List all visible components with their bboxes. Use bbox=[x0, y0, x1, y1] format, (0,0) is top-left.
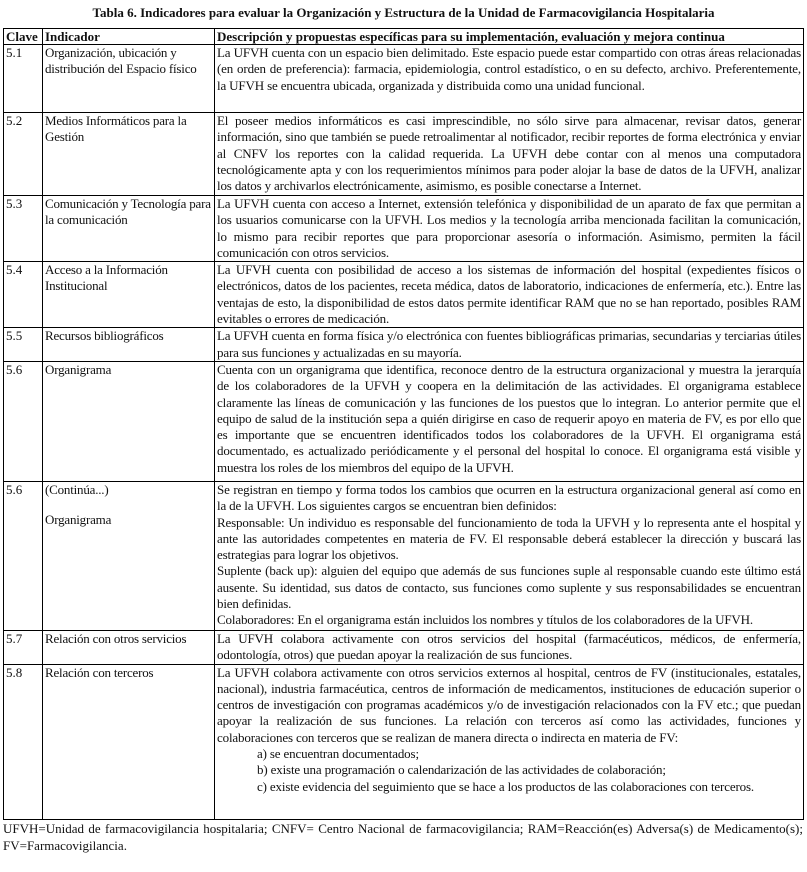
descripcion-cell: Cuenta con un organigrama que identifica, reconoce dentro de la estructura organizacional y muestra la jerarquía de los colaboradores de la UFVH y coopera en la delimitación de las actividades. El organigrama establece claramente las líneas de comunicación y las funciones de los puestos que lo integran. Lo anterior permite que el equipo de salud de la institución sepa a quién dirigirse en caso de requerir apoyo en materia de FV, es por ello que es importante que se encuentren identificados todos los colaboradores de la UFVH. El organigrama está documentado, es actualizado periódicamente y el personal del hospital lo conoce. El organigrama está visible y muestra los roles de los miembros del equipo de la UFVH. bbox=[215, 361, 804, 481]
paragraph-colaboradores: Colaboradores: En el organigrama están incluidos los nombres y títulos de los colaboradores de la UFVH. bbox=[217, 612, 753, 628]
clave-cell: 5.1 bbox=[4, 45, 43, 113]
indicador-cell: Organigrama bbox=[43, 361, 215, 481]
descripcion-cell bbox=[215, 481, 804, 630]
table-header-row bbox=[4, 29, 804, 45]
descripcion-cell: La UFVH cuenta en forma física y/o electrónica con fuentes bibliográficas primarias, secundarias y terciarias útiles para sus funciones y actualizadas en su mayoría. bbox=[215, 328, 804, 362]
descripcion-cell: La UFVH colabora activamente con otros servicios del hospital (farmacéuticos, médicos, de enfermería, odontología, otros) que puedan apoyar la realización de sus funciones. bbox=[215, 630, 804, 664]
continua-label: (Continúa...) bbox=[45, 481, 109, 497]
indicators-table bbox=[3, 28, 804, 820]
table-row bbox=[4, 361, 804, 481]
indicador-cell: Relación con otros servicios bbox=[43, 630, 215, 664]
descripcion-cell: La UFVH cuenta con posibilidad de acceso a los sistemas de información del hospital (expedientes físicos o electrónicos, datos de los pacientes, receta médica, datos de laboratorio, indicaciones de enfermería, etc.). Entre las ventajas de esto, la disponibilidad de estos datos permite identificar RAM que no se han reportado, posibles RAM evitables o errores de medicación. bbox=[215, 262, 804, 328]
clave-cell: 5.4 bbox=[4, 262, 43, 328]
clave-cell: 5.6 bbox=[4, 481, 43, 630]
clave-cell: 5.8 bbox=[4, 664, 43, 819]
descripcion-cell bbox=[215, 664, 804, 819]
paragraph-suplente: Suplente (back up): alguien del equipo que además de sus funciones suple al responsable cuando este último está ausente. Su identidad, sus datos de contacto, sus funciones como suplente y sus responsabilidades se encuentran bien definidas. bbox=[217, 563, 801, 612]
clave-cell: 5.7 bbox=[4, 630, 43, 664]
indicador-cell: Medios Informáticos para la Gestión bbox=[43, 113, 215, 196]
paragraph: La UFVH colabora activamente con otros servicios externos al hospital, centros de FV (institucionales, estatales, nacional), industria farmacéutica, centros de información de medicamentos, instituciones de educación superior o centros de investigación con programas académicos y/o de investigación relacionados con la FV etc.; que puedan apoyar la realización de sus funciones. La relación con terceros así como las actividades, funciones y colaboraciones con terceros que se realizan de manera directa o indirecta en materia de FV: bbox=[217, 664, 801, 745]
indicador-cell: Acceso a la Información Institucional bbox=[43, 262, 215, 328]
table-title: Tabla 6. Indicadores para evaluar la Organización y Estructura de la Unidad de Farmacovigilancia Hospitalaria bbox=[92, 5, 715, 20]
list-item: a) se encuentran documentados; bbox=[257, 746, 419, 762]
indicador-cell: Organización, ubicación y distribución del Espacio físico bbox=[43, 45, 215, 113]
indicador-cell: Recursos bibliográficos bbox=[43, 328, 215, 362]
table-row bbox=[4, 328, 804, 362]
indicador-cell: Comunicación y Tecnología para la comunicación bbox=[43, 196, 215, 262]
descripcion-cell: La UFVH cuenta con un espacio bien delimitado. Este espacio puede estar compartido con otras áreas relacionadas (en orden de preferencia): farmacia, epidemiologia, control estadístico, o en su defecto, archivo. Preferentemente, la UFVH se encuentra ubicada, organizada y distribuida como una unidad funcional. bbox=[215, 45, 804, 113]
table-row bbox=[4, 45, 804, 113]
indicador-cell: Relación con terceros bbox=[43, 664, 215, 819]
footnote: UFVH=Unidad de farmacovigilancia hospitalaria; CNFV= Centro Nacional de farmacovigilancia; RAM=Reacción(es) Adversa(s) de Medicamento(s); FV=Farmacovigilancia. bbox=[3, 821, 803, 853]
paragraph-responsable: Responsable: Un individuo es responsable del funcionamiento de toda la UFVH y lo representa ante el hospital y ante las autoridades competentes en materia de FV. El responsable deberá establecer la dirección y buscará las estrategias para lograr los objetivos. bbox=[217, 514, 801, 563]
descripcion-cell: El poseer medios informáticos es casi imprescindible, no sólo sirve para almacenar, revisar datos, generar información, sino que también se puede retroalimentar al notificador, recibir reportes de forma electrónica y enviar al CNFV los reportes con la calidad requerida. La UFVH debe contar con al menos una computadora tecnológicamente apta y con los requerimientos mínimos para poder alojar la base de datos de la UFVH, analizar los datos y archivarlos electrónicamente, asimismo, es posible conectarse a Internet. bbox=[215, 113, 804, 196]
header-descripcion: Descripción y propuestas específicas para su implementación, evaluación y mejora continua bbox=[215, 29, 804, 45]
clave-cell: 5.6 bbox=[4, 361, 43, 481]
paragraph: Se registran en tiempo y forma todos los cambios que ocurren en la estructura organizacional general así como en la de la UFVH. Los siguientes cargos se encuentran bien definidos: bbox=[217, 481, 801, 514]
table-row bbox=[4, 664, 804, 819]
clave-cell: 5.5 bbox=[4, 328, 43, 362]
indicador-cell bbox=[43, 481, 215, 630]
table-row bbox=[4, 630, 804, 664]
table-row bbox=[4, 196, 804, 262]
indicador-label: Organigrama bbox=[45, 512, 112, 528]
table-row bbox=[4, 481, 804, 630]
descripcion-cell: La UFVH cuenta con acceso a Internet, extensión telefónica y disponibilidad de un aparato de fax que permitan a los usuarios comunicarse con la UFVH. Los medios y la tecnología arriba mencionada facilitan la comunicación, lo mismo para recibir reportes que para proporcionar asesoría o información. Asimismo, permiten la fácil comunicación con otros servicios. bbox=[215, 196, 804, 262]
table-row bbox=[4, 262, 804, 328]
list-item: c) existe evidencia del seguimiento que se hace a los productos de las colaboraciones con terceros. bbox=[257, 778, 755, 794]
table-row bbox=[4, 113, 804, 196]
clave-cell: 5.2 bbox=[4, 113, 43, 196]
header-clave: Clave bbox=[4, 29, 43, 45]
list-item: b) existe una programación o calendarización de las actividades de colaboración; bbox=[257, 762, 666, 778]
clave-cell: 5.3 bbox=[4, 196, 43, 262]
header-indicador: Indicador bbox=[43, 29, 215, 45]
